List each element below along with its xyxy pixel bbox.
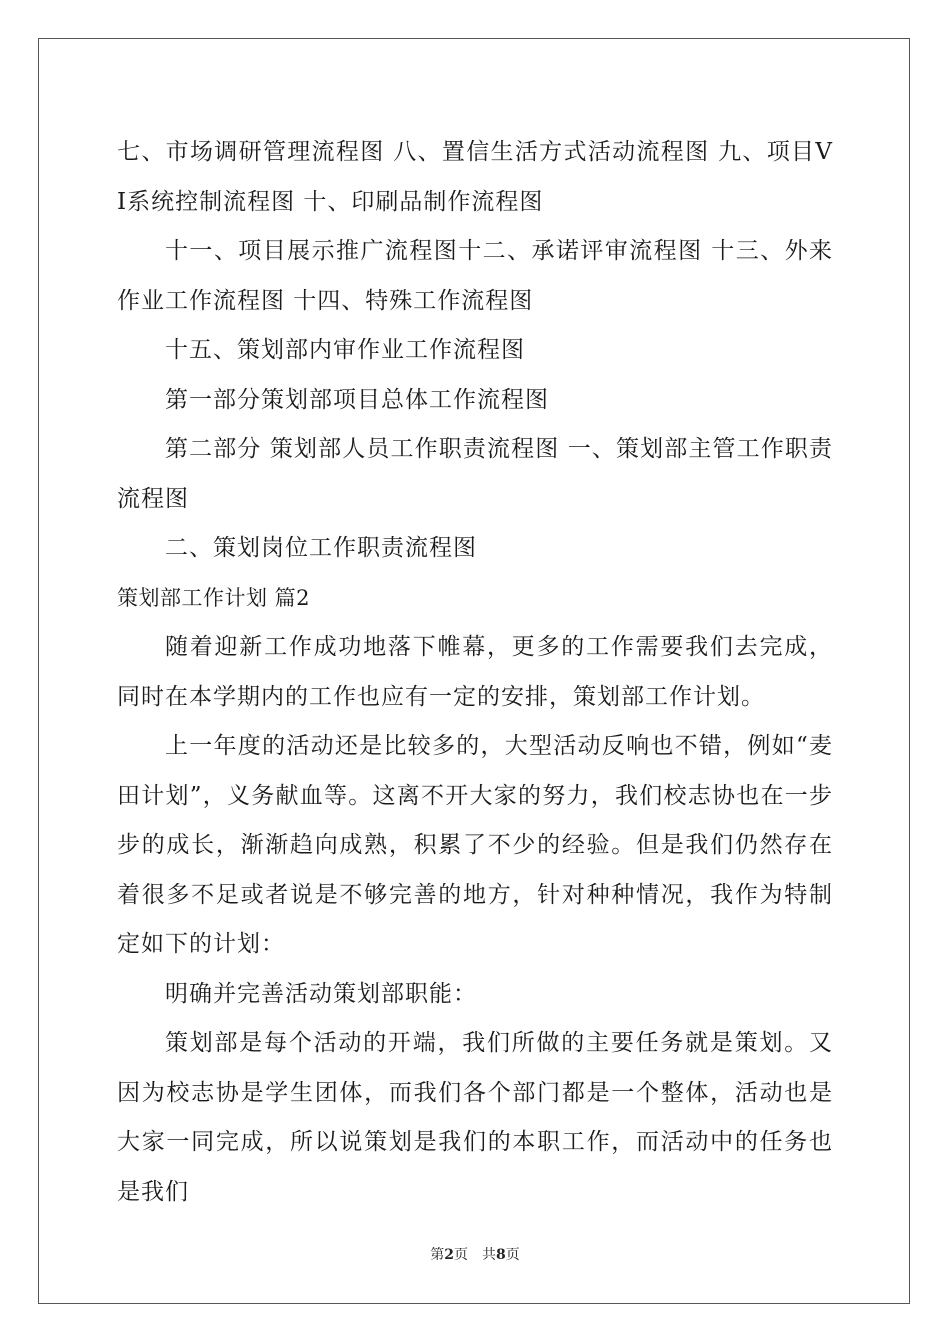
page-mid: 页 共 [454,1247,496,1263]
paragraph: 上一年度的活动还是比较多的，大型活动反响也不错，例如“麦田计划”，义务献血等。这离不开大家的努力，我们校志协也在一步步的成长，渐渐趋向成熟，积累了不少的经验。但是我们仍然存在着很多不足或者说是不够完善的地方，针对种种情况，我作为特制定如下的计划： [117,733,833,957]
paragraph: 策划部是每个活动的开端，我们所做的主要任务就是策划。又因为校志协是学生团体，而我们各个部门都是一个整体，活动也是大家一同完成，所以说策划是我们的本职工作，而活动中的任务也是我们 [117,1030,833,1205]
page-footer [0,1244,950,1264]
paragraph: 明确并完善活动策划部职能： [165,980,477,1007]
paragraph: 十五、策划部内审作业工作流程图 [165,337,525,363]
page-current: 2 [444,1247,454,1263]
paragraph: 第二部分 策划部人员工作职责流程图 一、策划部主管工作职责流程图 [117,436,833,512]
paragraph: 随着迎新工作成功地落下帷幕，更多的工作需要我们去完成，同时在本学期内的工作也应有一定的安排，策划部工作计划。 [117,634,833,710]
page-prefix: 第 [430,1247,445,1263]
page-suffix: 页 [505,1247,520,1263]
paragraph: 七、市场调研管理流程图 八、置信生活方式活动流程图 九、项目VI系统控制流程图 十、印刷品制作流程图 [117,139,833,215]
section-title: 策划部工作计划 篇2 [117,585,311,610]
page-total: 8 [496,1247,506,1263]
paragraph: 十一、项目展示推广流程图十二、承诺评审流程图 十三、外来作业工作流程图 十四、特殊工作流程图 [117,238,833,314]
paragraph: 二、策划岗位工作职责流程图 [165,535,477,561]
paragraph: 第一部分策划部项目总体工作流程图 [165,386,549,413]
document-body [117,128,833,1217]
